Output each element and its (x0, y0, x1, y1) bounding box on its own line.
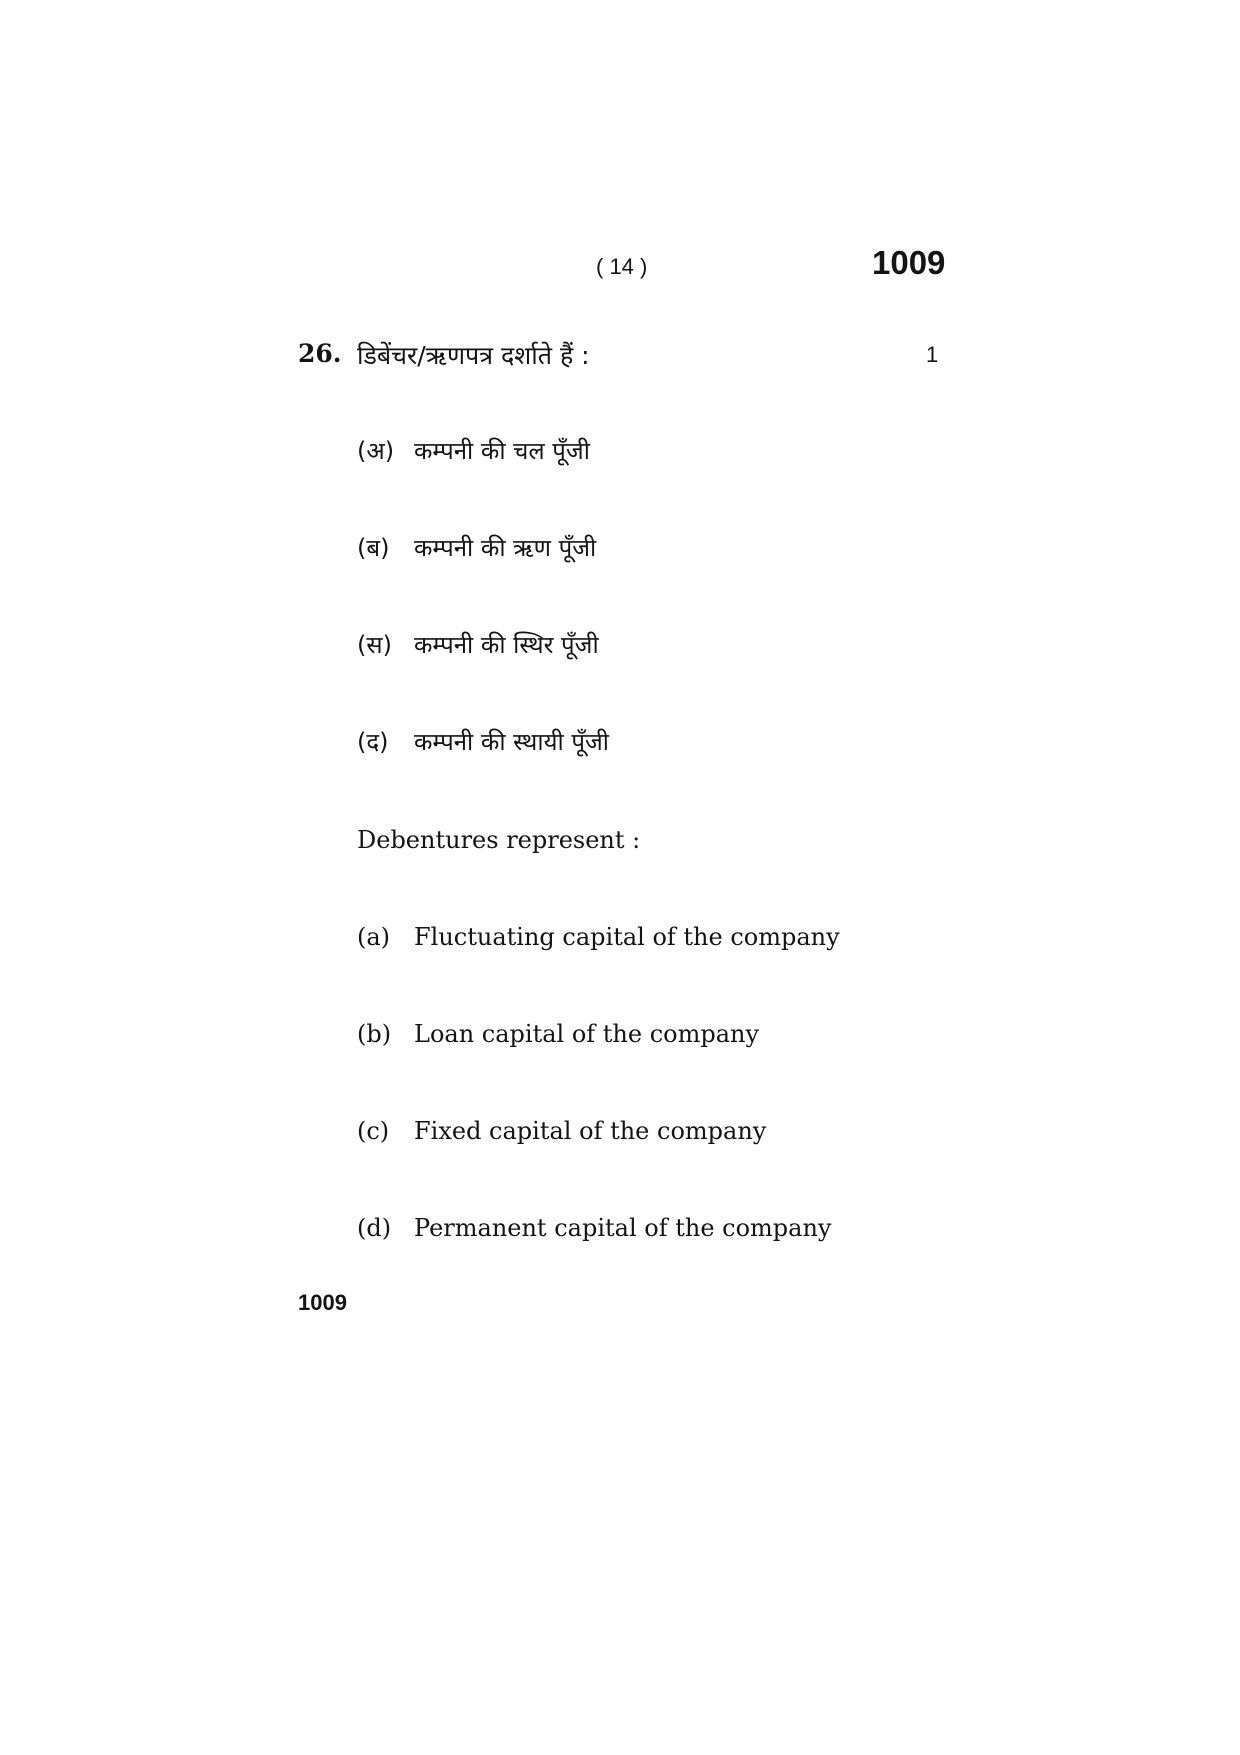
option-label-english-b: (b) (357, 1020, 392, 1048)
option-text-english-d: Permanent capital of the company (414, 1214, 832, 1242)
option-text-english-c: Fixed capital of the company (414, 1117, 767, 1145)
option-label-hindi-b: (ब) (357, 534, 390, 562)
page-number: ( 14 ) (596, 254, 648, 279)
option-text-hindi-c: कम्पनी की स्थिर पूँजी (414, 631, 599, 659)
paper-code-header: 1009 (872, 244, 946, 281)
question-marks: 1 (926, 342, 939, 367)
option-label-hindi-a: (अ) (357, 437, 395, 465)
paper-code-footer: 1009 (298, 1290, 347, 1315)
option-label-hindi-d: (द) (357, 728, 389, 756)
option-label-english-a: (a) (357, 923, 391, 951)
option-text-english-b: Loan capital of the company (414, 1020, 760, 1048)
question-number: 26. (298, 339, 342, 368)
question-text-hindi: डिबेंचर/ऋणपत्र दर्शाते हैं : (357, 341, 590, 370)
option-text-hindi-a: कम्पनी की चल पूँजी (414, 437, 590, 465)
option-text-english-a: Fluctuating capital of the company (414, 923, 840, 951)
question-text-english: Debentures represent : (357, 826, 641, 854)
option-label-hindi-c: (स) (357, 631, 392, 659)
option-text-hindi-d: कम्पनी की स्थायी पूँजी (414, 728, 609, 756)
option-label-english-d: (d) (357, 1214, 392, 1242)
option-text-hindi-b: कम्पनी की ऋण पूँजी (414, 534, 597, 562)
option-label-english-c: (c) (357, 1117, 390, 1145)
